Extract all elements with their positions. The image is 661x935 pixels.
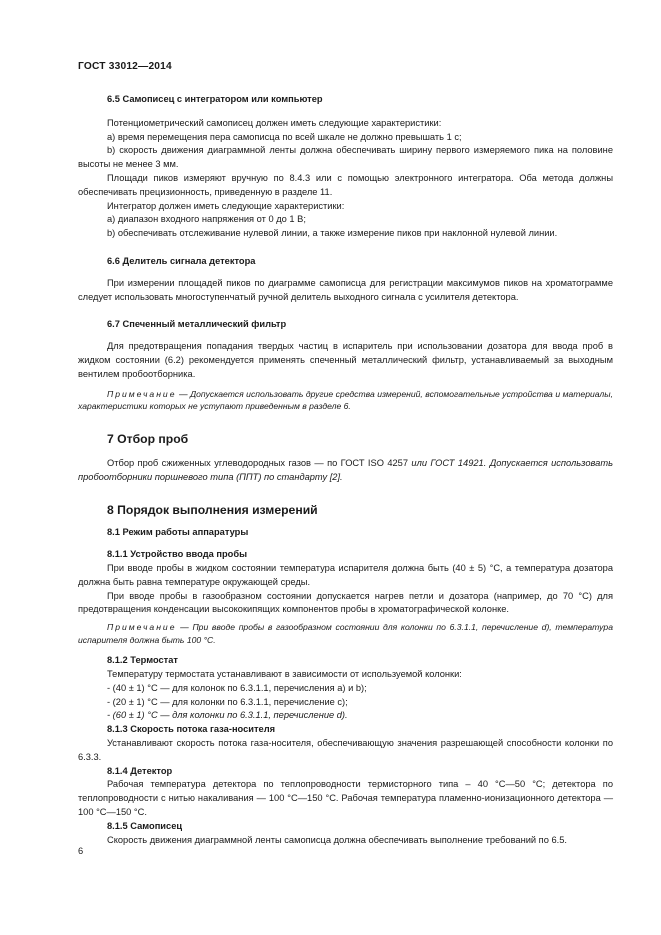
paragraph: Скорость движения диаграммной ленты самописца должна обеспечивать выполнение требований по 6.5. [107,834,567,845]
paragraph-part-italic: или ГОСТ 14921. Допускается использовать пробоотборники поршневого типа (ППТ) по стандарту [2]. [78,457,613,482]
paragraph: Для предотвращения попадания твердых частиц в испаритель при использовании дозатора для ввода проб в жидком состоянии (6.2) рекомендуется применять спеченный металлический фильтр, устанавливаемый за выходным вентилем пробоотборника. [78,341,613,379]
note [78,388,613,413]
page-number: 6 [78,846,84,856]
paragraph: b) обеспечивать отслеживание нулевой линии, а также измерение пиков при наклонной нулевой линии. [107,228,558,239]
paragraph: b) скорость движения диаграммной ленты должна обеспечивать ширину первого измеряемого пика на половине высоты не менее 3 мм. [78,145,613,170]
page-content [78,93,613,847]
section-8-1-5-title: 8.1.5 Самописец [107,820,183,831]
paragraph: Площади пиков измеряют вручную по 8.4.3 или с помощью электронного интегратора. Оба метода должны обеспечивать прецизионность, приведенную в разделе 11. [78,172,613,197]
section-6-6-title: 6.6 Делитель сигнала детектора [107,255,256,266]
paragraph: При вводе пробы в газообразном состоянии допускается нагрев петли и дозатора (например, до 70 °С) для предотвращения конденсации высококипящих компонентов пробы в хроматографической колонке. [78,590,613,615]
paragraph: a) время перемещения пера самописца по всей шкале не должно превышать 1 с; [107,131,462,142]
paragraph: Рабочая температура детектора по теплопроводности термисторного типа – 40 °С—50 °С; детектора по теплопроводности с нитью накаливания — 100 °С—150 °С. Рабочая температура пламенно-ионизационного детектора — 100 °С—150 °С. [78,779,613,818]
section-7-title: 7 Отбор проб [107,431,189,446]
paragraph [78,457,613,485]
list-item: - (40 ± 1) °С — для колонок по 6.3.1.1, перечисления а) и b); [107,682,367,693]
paragraph: a) диапазон входного напряжения от 0 до 1 В; [107,214,306,225]
paragraph: Устанавливают скорость потока газа-носителя, обеспечивающую значения разрешающей способности колонки по 6.3.3. [78,738,613,762]
section-8-title: 8 Порядок выполнения измерений [107,503,318,518]
note-label: Примечание [107,622,177,633]
section-8-1-4-title: 8.1.4 Детектор [107,765,173,776]
paragraph: При вводе пробы в жидком состоянии температура испарителя должна быть (40 ± 5) °С, а температура дозатора должна быть равна температуре окружающей среды. [78,562,613,587]
note-text: — При вводе пробы в газообразном состоянии для колонки по 6.3.1.1, перечисление d), температура испарителя должна быть 100 °С. [78,622,613,645]
standard-header: ГОСТ 33012—2014 [78,61,172,72]
paragraph: Температуру термостата устанавливают в зависимости от используемой колонки: [107,669,462,680]
note-text: — Допускается использовать другие средства измерений, вспомогательные устройства и материалы, характеристики которых не уступают приведенным в разделе 6. [78,388,613,412]
section-8-1-2-title: 8.1.2 Термостат [107,655,178,666]
section-6-5-title: 6.5 Самописец с интегратором или компьютер [107,94,323,104]
list-item: - (20 ± 1) °С — для колонки по 6.3.1.1, перечисление с); [107,696,348,707]
section-8-1-title: 8.1 Режим работы аппаратуры [107,527,249,538]
paragraph: Потенциометрический самописец должен иметь следующие характеристики: [107,117,442,128]
paragraph: Интегратор должен иметь следующие характеристики: [107,200,345,211]
list-item: - (60 ± 1) °С — для колонки по 6.3.1.1, перечисление d). [107,710,348,721]
section-8-1-3-title: 8.1.3 Скорость потока газа-носителя [107,724,276,735]
paragraph-part: Отбор проб сжиженных углеводородных газов — по ГОСТ ISO 4257 [107,457,412,468]
note-label: Примечание [107,388,177,399]
section-8-1-1-title: 8.1.1 Устройство ввода пробы [107,549,248,560]
paragraph: При измерении площадей пиков по диаграмме самописца для регистрации максимумов пиков на хроматограмме следует использовать многоступенчатый ручной делитель выходного сигнала с усилителя детектора. [78,277,613,302]
note [78,621,613,646]
section-6-7-title: 6.7 Спеченный металлический фильтр [107,319,287,330]
